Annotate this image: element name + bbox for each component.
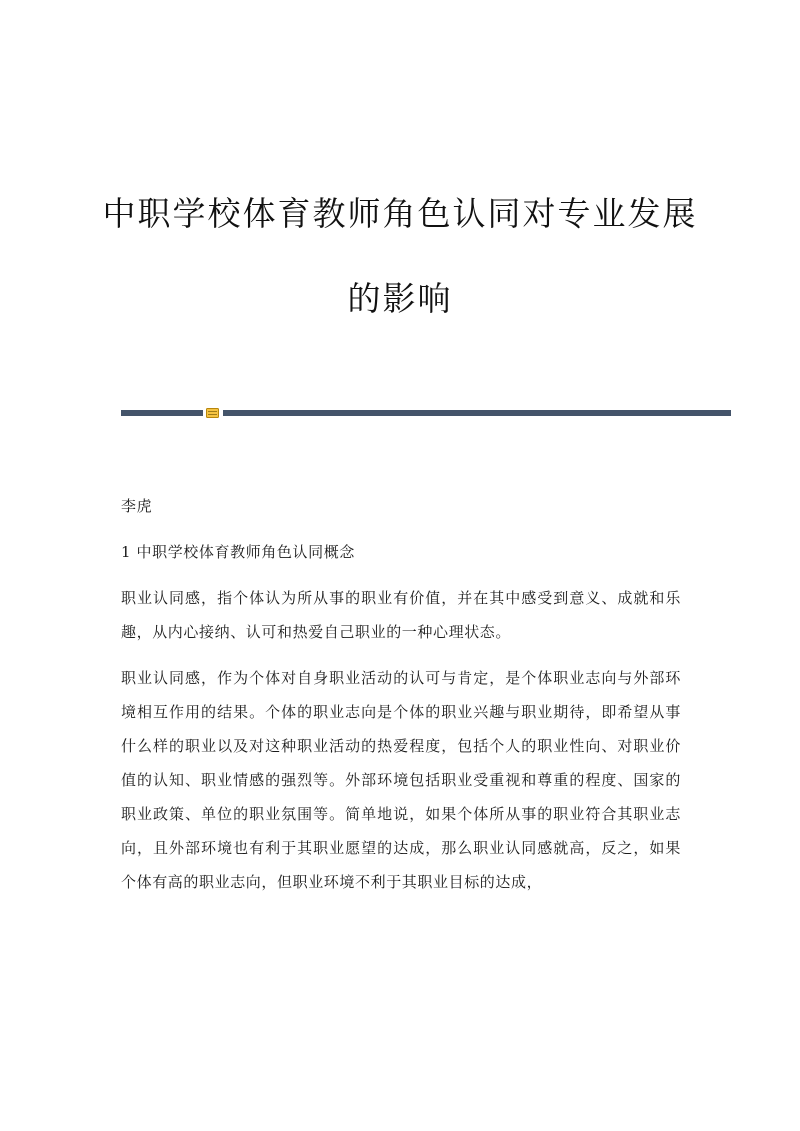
author-name: 李虎	[121, 497, 153, 515]
body-paragraph: 职业认同感，指个体认为所从事的职业有价值，并在其中感受到意义、成就和乐趣，从内心接纳、认可和热爱自己职业的一种心理状态。	[121, 589, 681, 641]
title-divider	[121, 408, 731, 418]
document-body	[121, 489, 681, 911]
body-paragraph: 职业认同感，作为个体对自身职业活动的认可与肯定，是个体职业志向与外部环境相互作用的结果。个体的职业志向是个体的职业兴趣与职业期待，即希望从事什么样的职业以及对这种职业活动的热爱程度，包括个人的职业性向、对职业价值的认知、职业情感的强烈等。外部环境包括职业受重视和尊重的程度、国家的职业政策、单位的职业氛围等。简单地说，如果个体所从事的职业符合其职业志向，且外部环境也有利于其职业愿望的达成，那么职业认同感就高，反之，如果个体有高的职业志向，但职业环境不利于其职业目标的达成，	[121, 669, 681, 891]
divider-bar-right	[223, 410, 731, 416]
section-heading: 1 中职学校体育教师角色认同概念	[121, 543, 355, 561]
book-ornament-icon	[206, 408, 219, 418]
divider-bar-left	[121, 410, 203, 416]
document-title-line-2: 的影响	[347, 279, 453, 318]
document-title-line-1: 中职学校体育教师角色认同对专业发展	[102, 194, 698, 233]
